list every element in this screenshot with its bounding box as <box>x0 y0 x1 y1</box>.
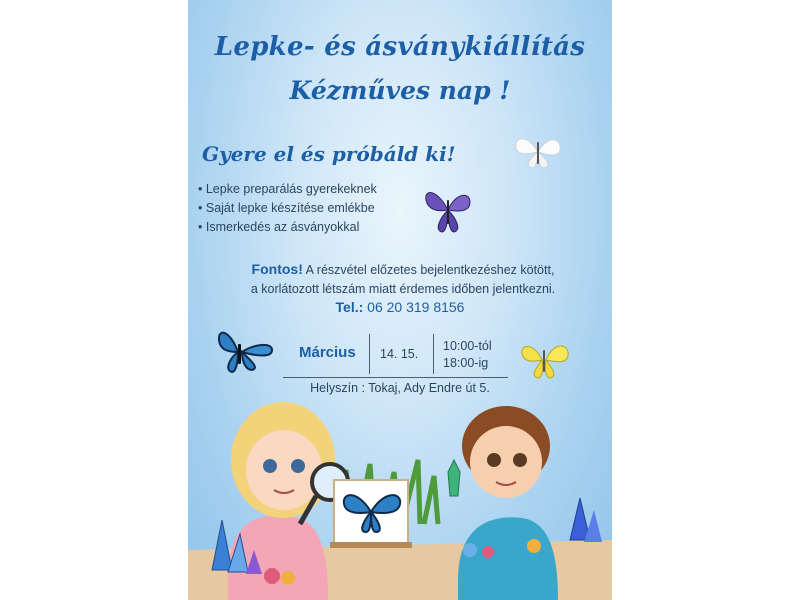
purple-butterfly-icon <box>422 186 474 240</box>
time-from: 10:00-tól <box>443 339 492 353</box>
white-butterfly-icon <box>510 130 566 174</box>
phone-number: 06 20 319 8156 <box>367 299 465 315</box>
event-poster <box>188 0 612 600</box>
blue-butterfly-icon <box>216 326 276 378</box>
event-times <box>443 338 492 372</box>
poster-title: Lepke- és ásványkiállítás <box>214 32 586 62</box>
children-illustration <box>188 400 612 600</box>
phone-label: Tel.: <box>335 299 364 315</box>
divider <box>369 334 370 374</box>
notice-lead: Fontos! <box>251 261 303 277</box>
divider <box>283 377 508 378</box>
list-item: • Lepke preparálás gyerekeknek <box>198 180 377 199</box>
event-days: 14. 15. <box>380 347 419 361</box>
divider <box>433 334 434 374</box>
list-item: • Saját lepke készítése emlékbe <box>198 199 377 218</box>
time-to: 18:00-ig <box>443 356 489 370</box>
poster-subtitle: Kézműves nap ! <box>289 76 511 105</box>
notice-text: a korlátozott létszám miatt érdemes időben jelentkezni. <box>250 282 556 296</box>
date-table <box>291 330 508 376</box>
activity-list <box>198 180 377 237</box>
event-month: Március <box>299 344 356 361</box>
yellow-butterfly-icon <box>518 338 572 382</box>
list-item: • Ismerkedés az ásványokkal <box>198 218 377 237</box>
notice-block <box>208 260 598 299</box>
phone-line <box>188 299 612 315</box>
notice-text: A részvétel előzetes bejelentkezéshez kötött, <box>305 263 555 277</box>
venue-line: Helyszín : Tokaj, Ady Endre út 5. <box>310 381 490 395</box>
invite-heading: Gyere el és próbáld ki! <box>202 142 456 166</box>
